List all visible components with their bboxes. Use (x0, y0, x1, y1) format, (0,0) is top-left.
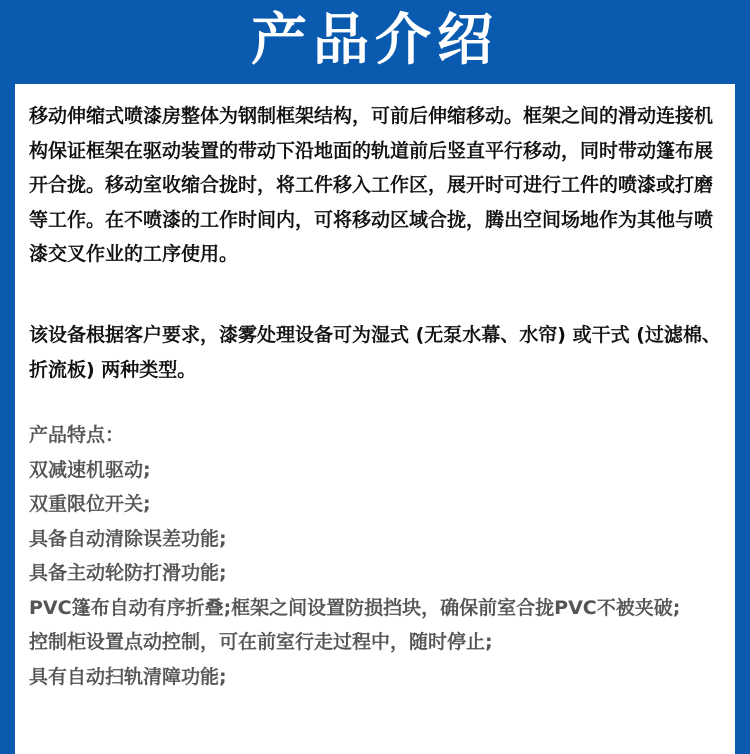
feature-item: 双重限位开关; (29, 493, 151, 515)
feature-item: 具备自动清除误差功能; (29, 527, 227, 550)
feature-item: 具有自动扫轨清障功能; (29, 665, 227, 688)
feature-item: 具备主动轮防打滑功能; (29, 562, 227, 584)
features-section (29, 418, 729, 694)
feature-item: 双减速机驱动; (29, 458, 151, 481)
features-heading: 产品特点： (29, 424, 125, 446)
features-list (29, 453, 729, 695)
content-panel (15, 84, 735, 754)
title-banner (0, 0, 750, 84)
intro-paragraph-2: 该设备根据客户要求，漆雾处理设备可为湿式 (无泵水幕、水帘) 或干式 (过滤棉、折流板) 两种类型。 (29, 324, 721, 381)
page-title: 产品介绍 (251, 7, 499, 73)
intro-paragraph-1: 移动伸缩式喷漆房整体为钢制框架结构，可前后伸缩移动。框架之间的滑动连接机构保证框架在驱动装置的带动下沿地面的轨道前后竖直平行移动，同时带动篷布展开合拢。移动室收缩合拢时，将工件移入工作区，展开时可进行工件的喷漆或打磨等工作。在不喷漆的工作时间内，可将移动区域合拢，腾出空间场地作为其他与喷漆交叉作业的工序使用。 (29, 105, 714, 265)
feature-item: 控制柜设置点动控制，可在前室行走过程中，随时停止; (29, 631, 493, 653)
feature-item: PVC篷布自动有序折叠;框架之间设置防损挡块，确保前室合拢PVC不被夹破; (29, 596, 681, 619)
